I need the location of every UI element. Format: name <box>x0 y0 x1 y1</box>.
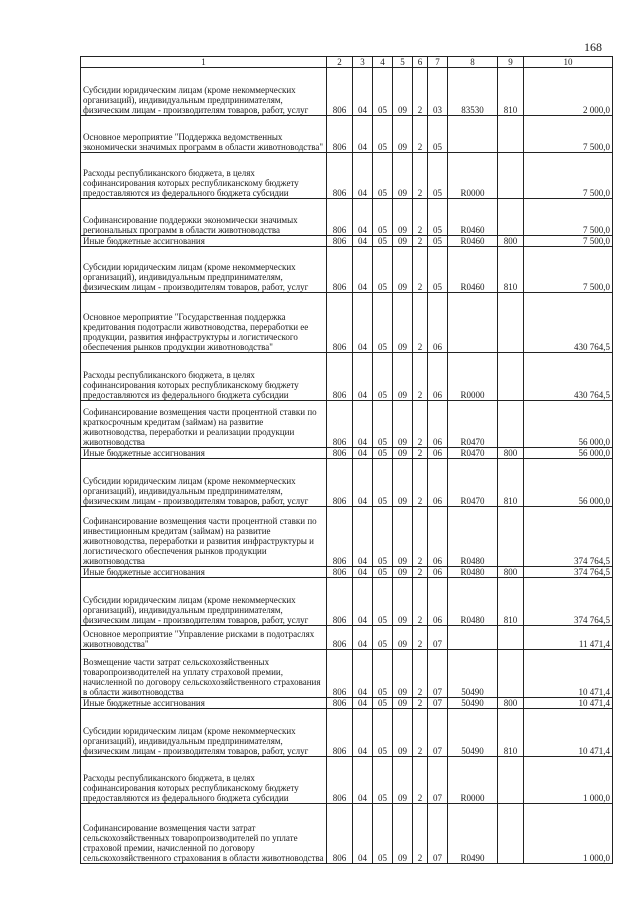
cell-c3: 04 <box>353 567 373 578</box>
cell-c6: 2 <box>413 578 428 626</box>
cell-c4: 05 <box>373 353 393 401</box>
cell-c9: 810 <box>498 578 524 626</box>
cell-c7: 07 <box>428 650 448 698</box>
cell-c2: 806 <box>327 68 353 116</box>
cell-c8 <box>448 293 498 353</box>
cell-c4: 05 <box>373 567 393 578</box>
cell-c9 <box>498 650 524 698</box>
row-description: Основное мероприятие "Управление рисками в подотраслях животноводства" <box>81 626 327 650</box>
cell-c3: 04 <box>353 459 373 507</box>
cell-c9 <box>498 116 524 153</box>
cell-c9 <box>498 153 524 199</box>
cell-c3: 04 <box>353 293 373 353</box>
cell-c9 <box>498 199 524 236</box>
row-amount: 2 000,0 <box>524 68 613 116</box>
cell-c4: 05 <box>373 507 393 567</box>
cell-c2: 806 <box>327 757 353 804</box>
cell-c9 <box>498 757 524 804</box>
row-amount: 7 500,0 <box>524 153 613 199</box>
cell-c6: 2 <box>413 626 428 650</box>
cell-c3: 04 <box>353 247 373 293</box>
cell-c4: 05 <box>373 247 393 293</box>
cell-c8 <box>448 116 498 153</box>
cell-c6: 2 <box>413 650 428 698</box>
row-amount: 1 000,0 <box>524 757 613 804</box>
cell-c4: 05 <box>373 199 393 236</box>
cell-c5: 09 <box>393 578 413 626</box>
cell-c9 <box>498 507 524 567</box>
cell-c3: 04 <box>353 401 373 448</box>
cell-c7: 06 <box>428 459 448 507</box>
row-description: Возмещение части затрат сельскохозяйственных товаропроизводителей на уплату страховой премии, начисленной по договору сельскохозяйственного страхования в области животноводства <box>81 650 327 698</box>
cell-c4: 05 <box>373 68 393 116</box>
cell-c2: 806 <box>327 459 353 507</box>
cell-c5: 09 <box>393 698 413 709</box>
row-description: Расходы республиканского бюджета, в целях софинансирования которых республиканскому бюджету предоставляются из федерального бюджета субсидии <box>81 353 327 401</box>
row-amount: 374 764,5 <box>524 507 613 567</box>
page-number: 168 <box>584 40 602 54</box>
table-row <box>81 698 613 709</box>
cell-c9: 800 <box>498 567 524 578</box>
cell-c2: 806 <box>327 401 353 448</box>
cell-c4: 05 <box>373 293 393 353</box>
cell-c8: R0460 <box>448 236 498 247</box>
cell-c8: R0480 <box>448 578 498 626</box>
cell-c7: 05 <box>428 199 448 236</box>
cell-c5: 09 <box>393 68 413 116</box>
cell-c9 <box>498 804 524 864</box>
row-amount: 1 000,0 <box>524 804 613 864</box>
column-header-1: 1 <box>81 57 327 68</box>
cell-c4: 05 <box>373 236 393 247</box>
cell-c2: 806 <box>327 353 353 401</box>
cell-c7: 07 <box>428 709 448 757</box>
row-amount: 10 471,4 <box>524 698 613 709</box>
cell-c3: 04 <box>353 626 373 650</box>
table-row <box>81 804 613 864</box>
cell-c2: 806 <box>327 709 353 757</box>
cell-c3: 04 <box>353 757 373 804</box>
cell-c8: 50490 <box>448 709 498 757</box>
table-row <box>81 459 613 507</box>
cell-c2: 806 <box>327 293 353 353</box>
cell-c5: 09 <box>393 401 413 448</box>
row-description: Иные бюджетные ассигнования <box>81 236 327 247</box>
cell-c7: 06 <box>428 401 448 448</box>
cell-c8: R0000 <box>448 153 498 199</box>
column-header-3: 3 <box>353 57 373 68</box>
table-row <box>81 353 613 401</box>
table-row <box>81 293 613 353</box>
row-description: Субсидии юридическим лицам (кроме некоммерческих организаций), индивидуальным предпринимателям, физическим лицам - производителям товаров, работ, услуг <box>81 709 327 757</box>
cell-c8: 50490 <box>448 650 498 698</box>
cell-c7: 07 <box>428 626 448 650</box>
cell-c5: 09 <box>393 236 413 247</box>
cell-c3: 04 <box>353 650 373 698</box>
cell-c7: 07 <box>428 698 448 709</box>
cell-c5: 09 <box>393 459 413 507</box>
cell-c2: 806 <box>327 567 353 578</box>
cell-c4: 05 <box>373 650 393 698</box>
table-row <box>81 650 613 698</box>
table-row <box>81 626 613 650</box>
row-amount: 374 764,5 <box>524 578 613 626</box>
row-amount: 7 500,0 <box>524 247 613 293</box>
cell-c6: 2 <box>413 68 428 116</box>
row-amount: 374 764,5 <box>524 567 613 578</box>
row-amount: 7 500,0 <box>524 199 613 236</box>
cell-c2: 806 <box>327 804 353 864</box>
cell-c3: 04 <box>353 698 373 709</box>
cell-c9: 810 <box>498 459 524 507</box>
row-amount: 430 764,5 <box>524 353 613 401</box>
cell-c5: 09 <box>393 650 413 698</box>
row-amount: 56 000,0 <box>524 459 613 507</box>
cell-c3: 04 <box>353 199 373 236</box>
cell-c5: 09 <box>393 626 413 650</box>
cell-c8: R0460 <box>448 199 498 236</box>
cell-c6: 2 <box>413 567 428 578</box>
cell-c3: 04 <box>353 804 373 864</box>
cell-c9 <box>498 293 524 353</box>
column-header-5: 5 <box>393 57 413 68</box>
table-row <box>81 199 613 236</box>
table-row <box>81 247 613 293</box>
cell-c8: R0480 <box>448 507 498 567</box>
table-header-row <box>81 57 613 68</box>
cell-c9 <box>498 401 524 448</box>
cell-c2: 806 <box>327 247 353 293</box>
budget-table <box>80 56 613 864</box>
cell-c3: 04 <box>353 153 373 199</box>
column-header-6: 6 <box>413 57 428 68</box>
cell-c5: 09 <box>393 153 413 199</box>
cell-c9: 810 <box>498 709 524 757</box>
cell-c5: 09 <box>393 448 413 459</box>
cell-c6: 2 <box>413 698 428 709</box>
table-row <box>81 116 613 153</box>
cell-c2: 806 <box>327 507 353 567</box>
row-description: Субсидии юридическим лицам (кроме некоммерческих организаций), индивидуальным предпринимателям, физическим лицам - производителям товаров, работ, услуг <box>81 459 327 507</box>
cell-c2: 806 <box>327 578 353 626</box>
cell-c3: 04 <box>353 68 373 116</box>
cell-c9: 800 <box>498 236 524 247</box>
column-header-10: 10 <box>524 57 613 68</box>
cell-c4: 05 <box>373 698 393 709</box>
cell-c5: 09 <box>393 804 413 864</box>
table-row <box>81 757 613 804</box>
row-description: Софинансирование возмещения части процентной ставки по инвестиционным кредитам (займам) на развитие животноводства, переработки и развития инфраструктуры и логистического обеспечения рынков продукции животноводства <box>81 507 327 567</box>
cell-c8: R0460 <box>448 247 498 293</box>
cell-c8: R0470 <box>448 401 498 448</box>
cell-c8 <box>448 626 498 650</box>
column-header-4: 4 <box>373 57 393 68</box>
row-amount: 11 471,4 <box>524 626 613 650</box>
cell-c7: 06 <box>428 353 448 401</box>
cell-c4: 05 <box>373 578 393 626</box>
cell-c4: 05 <box>373 626 393 650</box>
table-body <box>81 68 613 864</box>
table-row <box>81 507 613 567</box>
row-description: Расходы республиканского бюджета, в целях софинансирования которых республиканскому бюджету предоставляются из федерального бюджета субсидии <box>81 757 327 804</box>
cell-c2: 806 <box>327 448 353 459</box>
cell-c7: 06 <box>428 507 448 567</box>
row-description: Иные бюджетные ассигнования <box>81 448 327 459</box>
cell-c5: 09 <box>393 247 413 293</box>
cell-c7: 05 <box>428 236 448 247</box>
cell-c9 <box>498 353 524 401</box>
cell-c8: R0000 <box>448 353 498 401</box>
column-header-8: 8 <box>448 57 498 68</box>
row-description: Иные бюджетные ассигнования <box>81 567 327 578</box>
row-description: Основное мероприятие "Государственная поддержка кредитования подотрасли животноводства, переработки ее продукции, развития инфраструктуры и логистического обеспечения рынков продукции животноводства" <box>81 293 327 353</box>
row-amount: 10 471,4 <box>524 709 613 757</box>
cell-c4: 05 <box>373 459 393 507</box>
cell-c7: 05 <box>428 116 448 153</box>
cell-c6: 2 <box>413 459 428 507</box>
cell-c3: 04 <box>353 709 373 757</box>
cell-c2: 806 <box>327 650 353 698</box>
row-description: Субсидии юридическим лицам (кроме некоммерческих организаций), индивидуальным предпринимателям, физическим лицам - производителям товаров, работ, услуг <box>81 578 327 626</box>
cell-c7: 07 <box>428 804 448 864</box>
cell-c5: 09 <box>393 567 413 578</box>
cell-c7: 06 <box>428 448 448 459</box>
row-amount: 10 471,4 <box>524 650 613 698</box>
cell-c8: R0480 <box>448 567 498 578</box>
cell-c9: 810 <box>498 68 524 116</box>
table-row <box>81 401 613 448</box>
cell-c7: 05 <box>428 153 448 199</box>
cell-c4: 05 <box>373 448 393 459</box>
cell-c6: 2 <box>413 116 428 153</box>
row-description: Расходы республиканского бюджета, в целях софинансирования которых республиканскому бюджету предоставляются из федерального бюджета субсидии <box>81 153 327 199</box>
cell-c6: 2 <box>413 401 428 448</box>
column-header-7: 7 <box>428 57 448 68</box>
cell-c8: R0000 <box>448 757 498 804</box>
column-header-9: 9 <box>498 57 524 68</box>
cell-c2: 806 <box>327 199 353 236</box>
cell-c5: 09 <box>393 757 413 804</box>
cell-c2: 806 <box>327 153 353 199</box>
cell-c8: R0470 <box>448 459 498 507</box>
cell-c6: 2 <box>413 236 428 247</box>
cell-c9: 800 <box>498 698 524 709</box>
table-row <box>81 578 613 626</box>
cell-c3: 04 <box>353 448 373 459</box>
cell-c6: 2 <box>413 804 428 864</box>
row-description: Софинансирование возмещения части процентной ставки по краткосрочным кредитам (займам) на развитие животноводства, переработки и реализации продукции животноводства <box>81 401 327 448</box>
row-amount: 7 500,0 <box>524 116 613 153</box>
cell-c4: 05 <box>373 757 393 804</box>
cell-c5: 09 <box>393 709 413 757</box>
cell-c6: 2 <box>413 293 428 353</box>
cell-c9: 800 <box>498 448 524 459</box>
table-row <box>81 567 613 578</box>
cell-c6: 2 <box>413 199 428 236</box>
cell-c5: 09 <box>393 507 413 567</box>
cell-c7: 06 <box>428 578 448 626</box>
cell-c8: 83530 <box>448 68 498 116</box>
cell-c7: 05 <box>428 247 448 293</box>
cell-c4: 05 <box>373 804 393 864</box>
row-description: Субсидии юридическим лицам (кроме некоммерческих организаций), индивидуальным предпринимателям, физическим лицам - производителям товаров, работ, услуг <box>81 247 327 293</box>
cell-c9 <box>498 626 524 650</box>
cell-c9: 810 <box>498 247 524 293</box>
row-amount: 7 500,0 <box>524 236 613 247</box>
cell-c3: 04 <box>353 353 373 401</box>
row-description: Иные бюджетные ассигнования <box>81 698 327 709</box>
cell-c8: R0470 <box>448 448 498 459</box>
row-description: Софинансирование возмещения части затрат сельскохозяйственных товаропроизводителей по уплате страховой премии, начисленной по договору сельскохозяйственного страхования в области животноводства <box>81 804 327 864</box>
row-description: Софинансирование поддержки экономически значимых региональных программ в области животноводства <box>81 199 327 236</box>
cell-c4: 05 <box>373 401 393 448</box>
cell-c3: 04 <box>353 507 373 567</box>
cell-c6: 2 <box>413 153 428 199</box>
cell-c2: 806 <box>327 116 353 153</box>
table-row <box>81 448 613 459</box>
cell-c8: R0490 <box>448 804 498 864</box>
cell-c4: 05 <box>373 709 393 757</box>
table-row <box>81 236 613 247</box>
cell-c6: 2 <box>413 247 428 293</box>
cell-c2: 806 <box>327 698 353 709</box>
cell-c2: 806 <box>327 626 353 650</box>
cell-c4: 05 <box>373 116 393 153</box>
table-row <box>81 153 613 199</box>
table-row <box>81 68 613 116</box>
cell-c5: 09 <box>393 116 413 153</box>
column-header-2: 2 <box>327 57 353 68</box>
cell-c5: 09 <box>393 353 413 401</box>
cell-c6: 2 <box>413 353 428 401</box>
cell-c6: 2 <box>413 757 428 804</box>
cell-c7: 06 <box>428 293 448 353</box>
cell-c8: 50490 <box>448 698 498 709</box>
cell-c5: 09 <box>393 293 413 353</box>
row-description: Основное мероприятие "Поддержка ведомственных экономически значимых программ в области животноводства" <box>81 116 327 153</box>
cell-c7: 03 <box>428 68 448 116</box>
cell-c4: 05 <box>373 153 393 199</box>
row-amount: 56 000,0 <box>524 448 613 459</box>
cell-c7: 07 <box>428 757 448 804</box>
cell-c7: 06 <box>428 567 448 578</box>
row-amount: 430 764,5 <box>524 293 613 353</box>
cell-c3: 04 <box>353 236 373 247</box>
cell-c5: 09 <box>393 199 413 236</box>
table-row <box>81 709 613 757</box>
cell-c6: 2 <box>413 448 428 459</box>
cell-c2: 806 <box>327 236 353 247</box>
cell-c3: 04 <box>353 116 373 153</box>
cell-c6: 2 <box>413 709 428 757</box>
cell-c6: 2 <box>413 507 428 567</box>
row-amount: 56 000,0 <box>524 401 613 448</box>
cell-c3: 04 <box>353 578 373 626</box>
row-description: Субсидии юридическим лицам (кроме некоммерческих организаций), индивидуальным предпринимателям, физическим лицам - производителям товаров, работ, услуг <box>81 68 327 116</box>
